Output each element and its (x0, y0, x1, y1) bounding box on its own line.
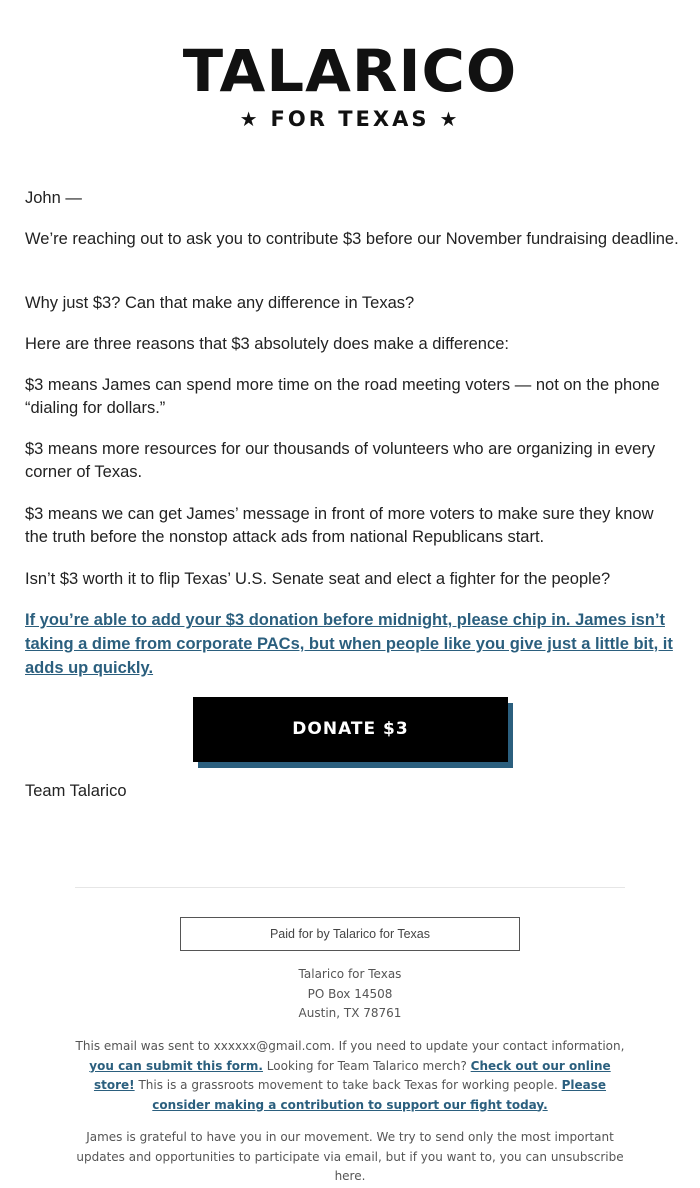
merch-text: Looking for Team Talarico merch? (262, 1058, 471, 1073)
logo-subtitle: FOR TEXAS (270, 107, 430, 131)
chip-in-link[interactable]: If you’re able to add your $3 donation before midnight, please chip in. James isn’t taking a dime from corporate PACs, but when people like you give just a little bit, it adds up quickly. (25, 611, 673, 677)
mailing-address (70, 965, 630, 1024)
star-icon: ★ (239, 107, 261, 131)
donate-button[interactable]: DONATE $3 (193, 697, 508, 762)
address-line: PO Box 14508 (307, 986, 393, 1001)
body-paragraph: Why just $3? Can that make any difference in Texas? (25, 294, 415, 312)
donate-button-wrap (193, 697, 508, 762)
address-line: Talarico for Texas (298, 967, 402, 981)
online-store-link[interactable]: Check out our online store! (93, 1058, 611, 1092)
body-paragraph: Here are three reasons that $3 absolutely does make a difference: (25, 335, 509, 353)
sent-to-text: This email was sent to xxxxxx@gmail.com. If you need to update your contact information, (75, 1039, 625, 1053)
logo-title: TALARICO (182, 37, 518, 105)
star-icon: ★ (439, 107, 461, 131)
footer-notice (70, 1037, 630, 1115)
campaign-logo (0, 37, 700, 132)
address-line: Austin, TX 78761 (298, 1006, 402, 1020)
body-paragraph: $3 means James can spend more time on the road meeting voters — not on the phone “dialing for dollars.” (25, 376, 660, 417)
body-paragraph: $3 means we can get James’ message in front of more voters to make sure they know the truth before the nonstop attack ads from national Republicans start. (25, 505, 654, 546)
grassroots-text: This is a grassroots movement to take back Texas for working people. (134, 1078, 562, 1092)
contribute-link[interactable]: Please consider making a contribution to support our fight today. (152, 1078, 607, 1112)
body-paragraph: We’re reaching out to ask you to contribute $3 before our November fundraising deadline. (25, 230, 679, 248)
body-paragraph: $3 means more resources for our thousands of volunteers who are organizing in every corner of Texas. (25, 440, 656, 481)
body-paragraph: Isn’t $3 worth it to flip Texas’ U.S. Senate seat and elect a fighter for the people? (25, 570, 611, 588)
unsubscribe-notice: James is grateful to have you in our movement. We try to send only the most important updates and opportunities to participate via email, but if you want to, you can unsubscribe here. (76, 1130, 624, 1183)
greeting: John — (25, 189, 82, 207)
paid-for-disclaimer: Paid for by Talarico for Texas (180, 917, 520, 951)
footer-divider (75, 887, 625, 888)
logo-subtitle-row (0, 106, 700, 132)
update-contact-link[interactable]: you can submit this form. (89, 1058, 263, 1073)
signoff: Team Talarico (25, 782, 127, 800)
